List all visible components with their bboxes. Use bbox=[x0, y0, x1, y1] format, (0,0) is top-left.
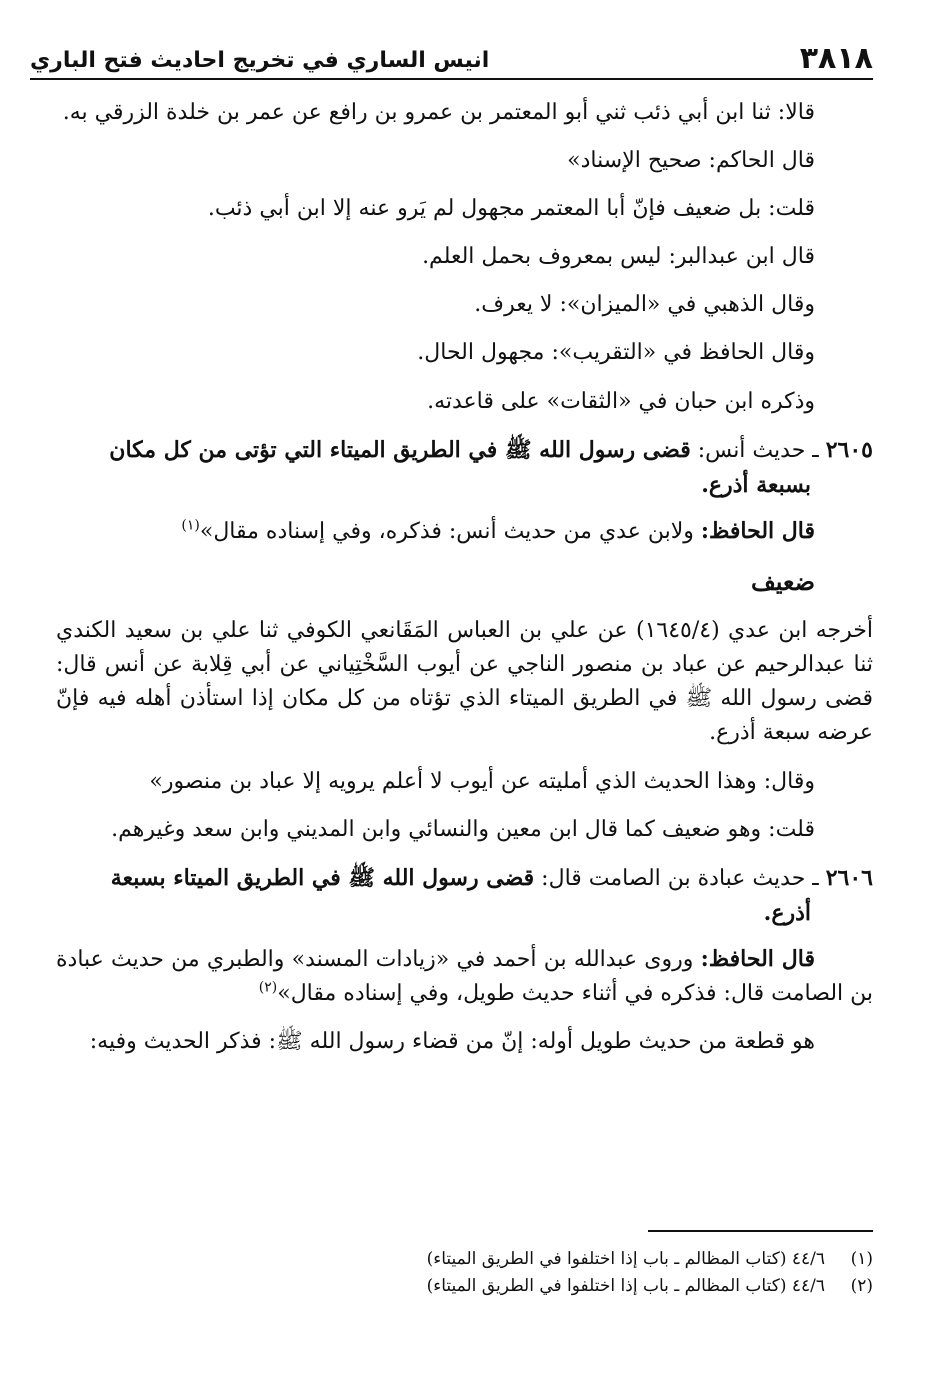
paragraph-qal-alhafiz-2 bbox=[56, 942, 873, 1011]
paragraph-hakim: قال الحاكم: صحيح الإسناد» bbox=[567, 148, 815, 174]
hadith-number: ٢٦٠٥ bbox=[825, 436, 873, 463]
paragraph-qitah: هو قطعة من حديث طويل أوله: إنّ من قضاء رسول الله ﷺ: فذكر الحديث وفيه: bbox=[89, 1029, 815, 1055]
hadith-matn-continuation: أذرع. bbox=[763, 899, 811, 926]
hadith-intro: ـ حديث عبادة بن الصامت قال: bbox=[534, 865, 826, 891]
page-body bbox=[56, 96, 873, 1073]
page-number: ٣٨١٨ bbox=[799, 41, 873, 76]
paragraph-dhahabi: وقال الذهبي في «الميزان»: لا يعرف. bbox=[474, 292, 815, 318]
paragraph-hafiz-taqrib: وقال الحافظ في «التقريب»: مجهول الحال. bbox=[417, 340, 815, 366]
hafiz-text: ولابن عدي من حديث أنس: فذكره، وفي إسناده مقال» bbox=[199, 518, 701, 544]
hadith-grade: ضعيف bbox=[750, 566, 815, 596]
footnote-text: ٤٤/٦ (كتاب المظالم ـ باب إذا اختلفوا في الطريق الميتاء) bbox=[426, 1276, 825, 1297]
hafiz-text: وروى عبدالله بن أحمد في «زيادات المسند» والطبري من حديث عبادة بن الصامت قال: فذكره في أثناء حديث طويل، وفي إسناده مقال» bbox=[56, 946, 873, 1006]
paragraph-ibn-adi-comment: وقال: وهذا الحديث الذي أمليته عن أيوب لا أعلم يرويه إلا عباد بن منصور» bbox=[149, 768, 815, 794]
hadith-number: ٢٦٠٦ bbox=[825, 864, 873, 891]
hadith-2606 bbox=[56, 861, 873, 930]
hafiz-label: قال الحافظ: bbox=[700, 517, 815, 544]
footnote-ref: (١) bbox=[181, 517, 200, 534]
paragraph-isnad-continuation: قالا: ثنا ابن أبي ذئب ثني أبو المعتمر بن عمرو بن رافع عن عمر بن خلدة الزرقي به. bbox=[62, 100, 815, 125]
footnotes bbox=[56, 1246, 873, 1300]
hadith-2605 bbox=[56, 433, 873, 502]
footnote-2 bbox=[56, 1273, 873, 1300]
footnote-1 bbox=[56, 1246, 873, 1273]
footnote-divider bbox=[648, 1230, 873, 1232]
paragraph-qultu-1: قلت: بل ضعيف فإنّ أبا المعتمر مجهول لم يَرو عنه إلا ابن أبي ذئب. bbox=[207, 196, 815, 222]
hadith-matn: قضى رسول الله ﷺ في الطريق الميتاء التي تؤتى من كل مكان bbox=[109, 436, 691, 463]
footnote-mark: (٢) bbox=[850, 1276, 873, 1297]
hadith-matn-continuation: بسبعة أذرع. bbox=[701, 471, 811, 498]
paragraph-ibn-abdulbarr: قال ابن عبدالبر: ليس بمعروف بحمل العلم. bbox=[422, 244, 815, 270]
paragraph-qal-alhafiz-1 bbox=[56, 514, 873, 549]
footnote-mark: (١) bbox=[850, 1249, 873, 1269]
paragraph-qultu-2: قلت: وهو ضعيف كما قال ابن معين والنسائي وابن المديني وابن سعد وغيرهم. bbox=[111, 816, 815, 842]
footnote-text: ٤٤/٦ (كتاب المظالم ـ باب إذا اختلفوا في الطريق الميتاء) bbox=[426, 1249, 825, 1269]
paragraph-takhrij: أخرجه ابن عدي (١٦٤٥/٤) عن علي بن العباس المَقَانعي الكوفي ثنا علي بن سعيد الكندي ثنا عبدالرحيم عن عباد بن منصور الناجي عن أيوب السَّخْتِياني عن أبي قِلابة عن أنس قال: قضى رسول الله ﷺ في الطريق الميتاء الذي تؤتاه من كل مكان إذا استأذن أهله فيه فإنّ عرضه سبعة أذرع. bbox=[56, 618, 874, 746]
page-header bbox=[30, 34, 873, 80]
running-title: انيس الساري في تخريج احاديث فتح الباري bbox=[30, 48, 490, 73]
hadith-intro: ـ حديث أنس: bbox=[690, 437, 826, 463]
paragraph-ibn-hibban: وذكره ابن حبان في «الثقات» على قاعدته. bbox=[427, 388, 815, 414]
footnote-ref: (٢) bbox=[258, 979, 278, 996]
hafiz-label: قال الحافظ: bbox=[700, 945, 815, 972]
hadith-matn: قضى رسول الله ﷺ في الطريق الميتاء بسبعة bbox=[110, 864, 535, 891]
